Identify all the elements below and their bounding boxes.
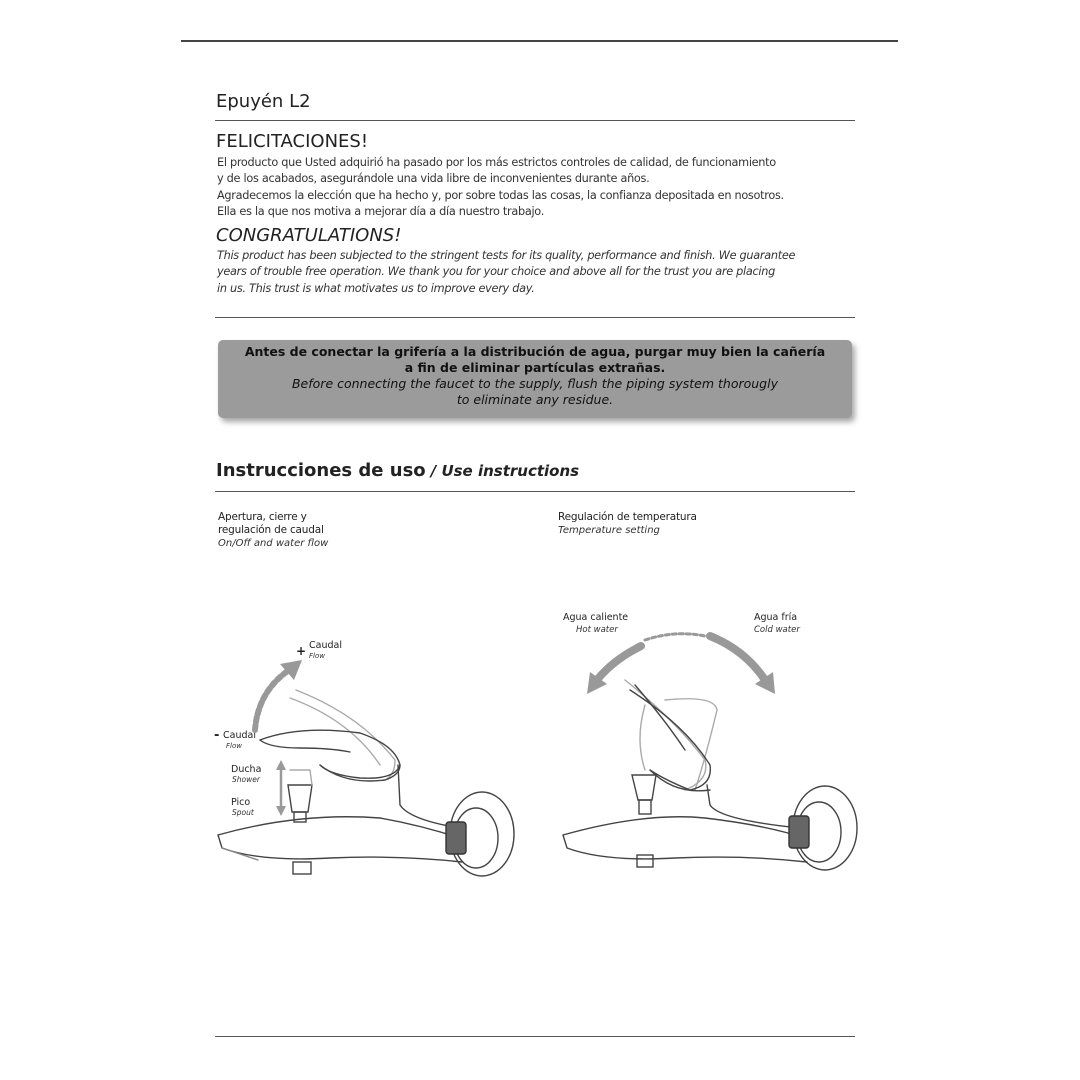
flow-minus-en: Flow <box>226 742 242 750</box>
notice-es-line2: a fin de eliminar partículas extrañas. <box>404 360 666 375</box>
right-faucet-drawing <box>563 634 857 870</box>
english-line: years of trouble free operation. We thank you for your choice and above all for the trust you are placing <box>217 265 775 278</box>
hot-water-es: Agua caliente <box>563 612 629 623</box>
flow-arrow-icon <box>255 668 292 730</box>
spanish-line: y de los acabados, asegurándole una vida libre de inconvenientes durante años. <box>217 172 650 185</box>
shower-es: Ducha <box>231 764 262 775</box>
english-line: This product has been subjected to the stringent tests for its quality, performance and finish. We guarantee <box>217 249 796 262</box>
left-title-line2: regulación de caudal <box>218 524 324 536</box>
flow-minus-es: Caudal <box>223 730 256 741</box>
left-title-line1: Apertura, cierre y <box>218 511 307 523</box>
plus-sign: + <box>296 644 307 658</box>
spanish-line: Agradecemos la elección que ha hecho y, por sobre todas las cosas, la confianza depositada en nosotros. <box>217 189 784 202</box>
flow-plus-en: Flow <box>309 652 325 660</box>
notice-en-line2: to eliminate any residue. <box>456 392 614 407</box>
product-title: Epuyén L2 <box>216 91 311 112</box>
spanish-heading: FELICITACIONES! <box>216 131 369 152</box>
cold-water-en: Cold water <box>754 625 800 635</box>
spout-es: Pico <box>231 797 251 808</box>
left-subtitle: On/Off and water flow <box>218 538 329 549</box>
right-title: Regulación de temperatura <box>558 511 697 523</box>
right-subtitle: Temperature setting <box>558 525 660 536</box>
flow-plus-es: Caudal <box>309 640 342 651</box>
hot-water-arrow-icon <box>597 646 641 680</box>
instructions-title-en: / Use instructions <box>430 462 580 480</box>
minus-sign: - <box>214 728 220 743</box>
shower-en: Shower <box>232 775 260 784</box>
notice-es-line1: Antes de conectar la grifería a la distribución de agua, purgar muy bien la cañería <box>244 344 826 359</box>
left-faucet-drawing <box>218 660 514 876</box>
instructions-title-es: Instrucciones de uso <box>216 460 426 481</box>
english-heading: CONGRATULATIONS! <box>216 225 402 246</box>
english-line: in us. This trust is what motivates us to improve every day. <box>217 282 535 295</box>
cold-water-arrow-icon <box>710 636 765 680</box>
spanish-line: El producto que Usted adquirió ha pasado por los más estrictos controles de calidad, de funcionamiento <box>217 156 776 169</box>
hot-water-en: Hot water <box>576 625 618 635</box>
spanish-line: Ella es la que nos motiva a mejorar día a día nuestro trabajo. <box>217 205 545 218</box>
spout-en: Spout <box>232 808 254 817</box>
notice-en-line1: Before connecting the faucet to the supply, flush the piping system thorougly <box>291 376 778 391</box>
bottom-rule <box>215 1036 855 1037</box>
cold-water-es: Agua fría <box>754 612 798 623</box>
